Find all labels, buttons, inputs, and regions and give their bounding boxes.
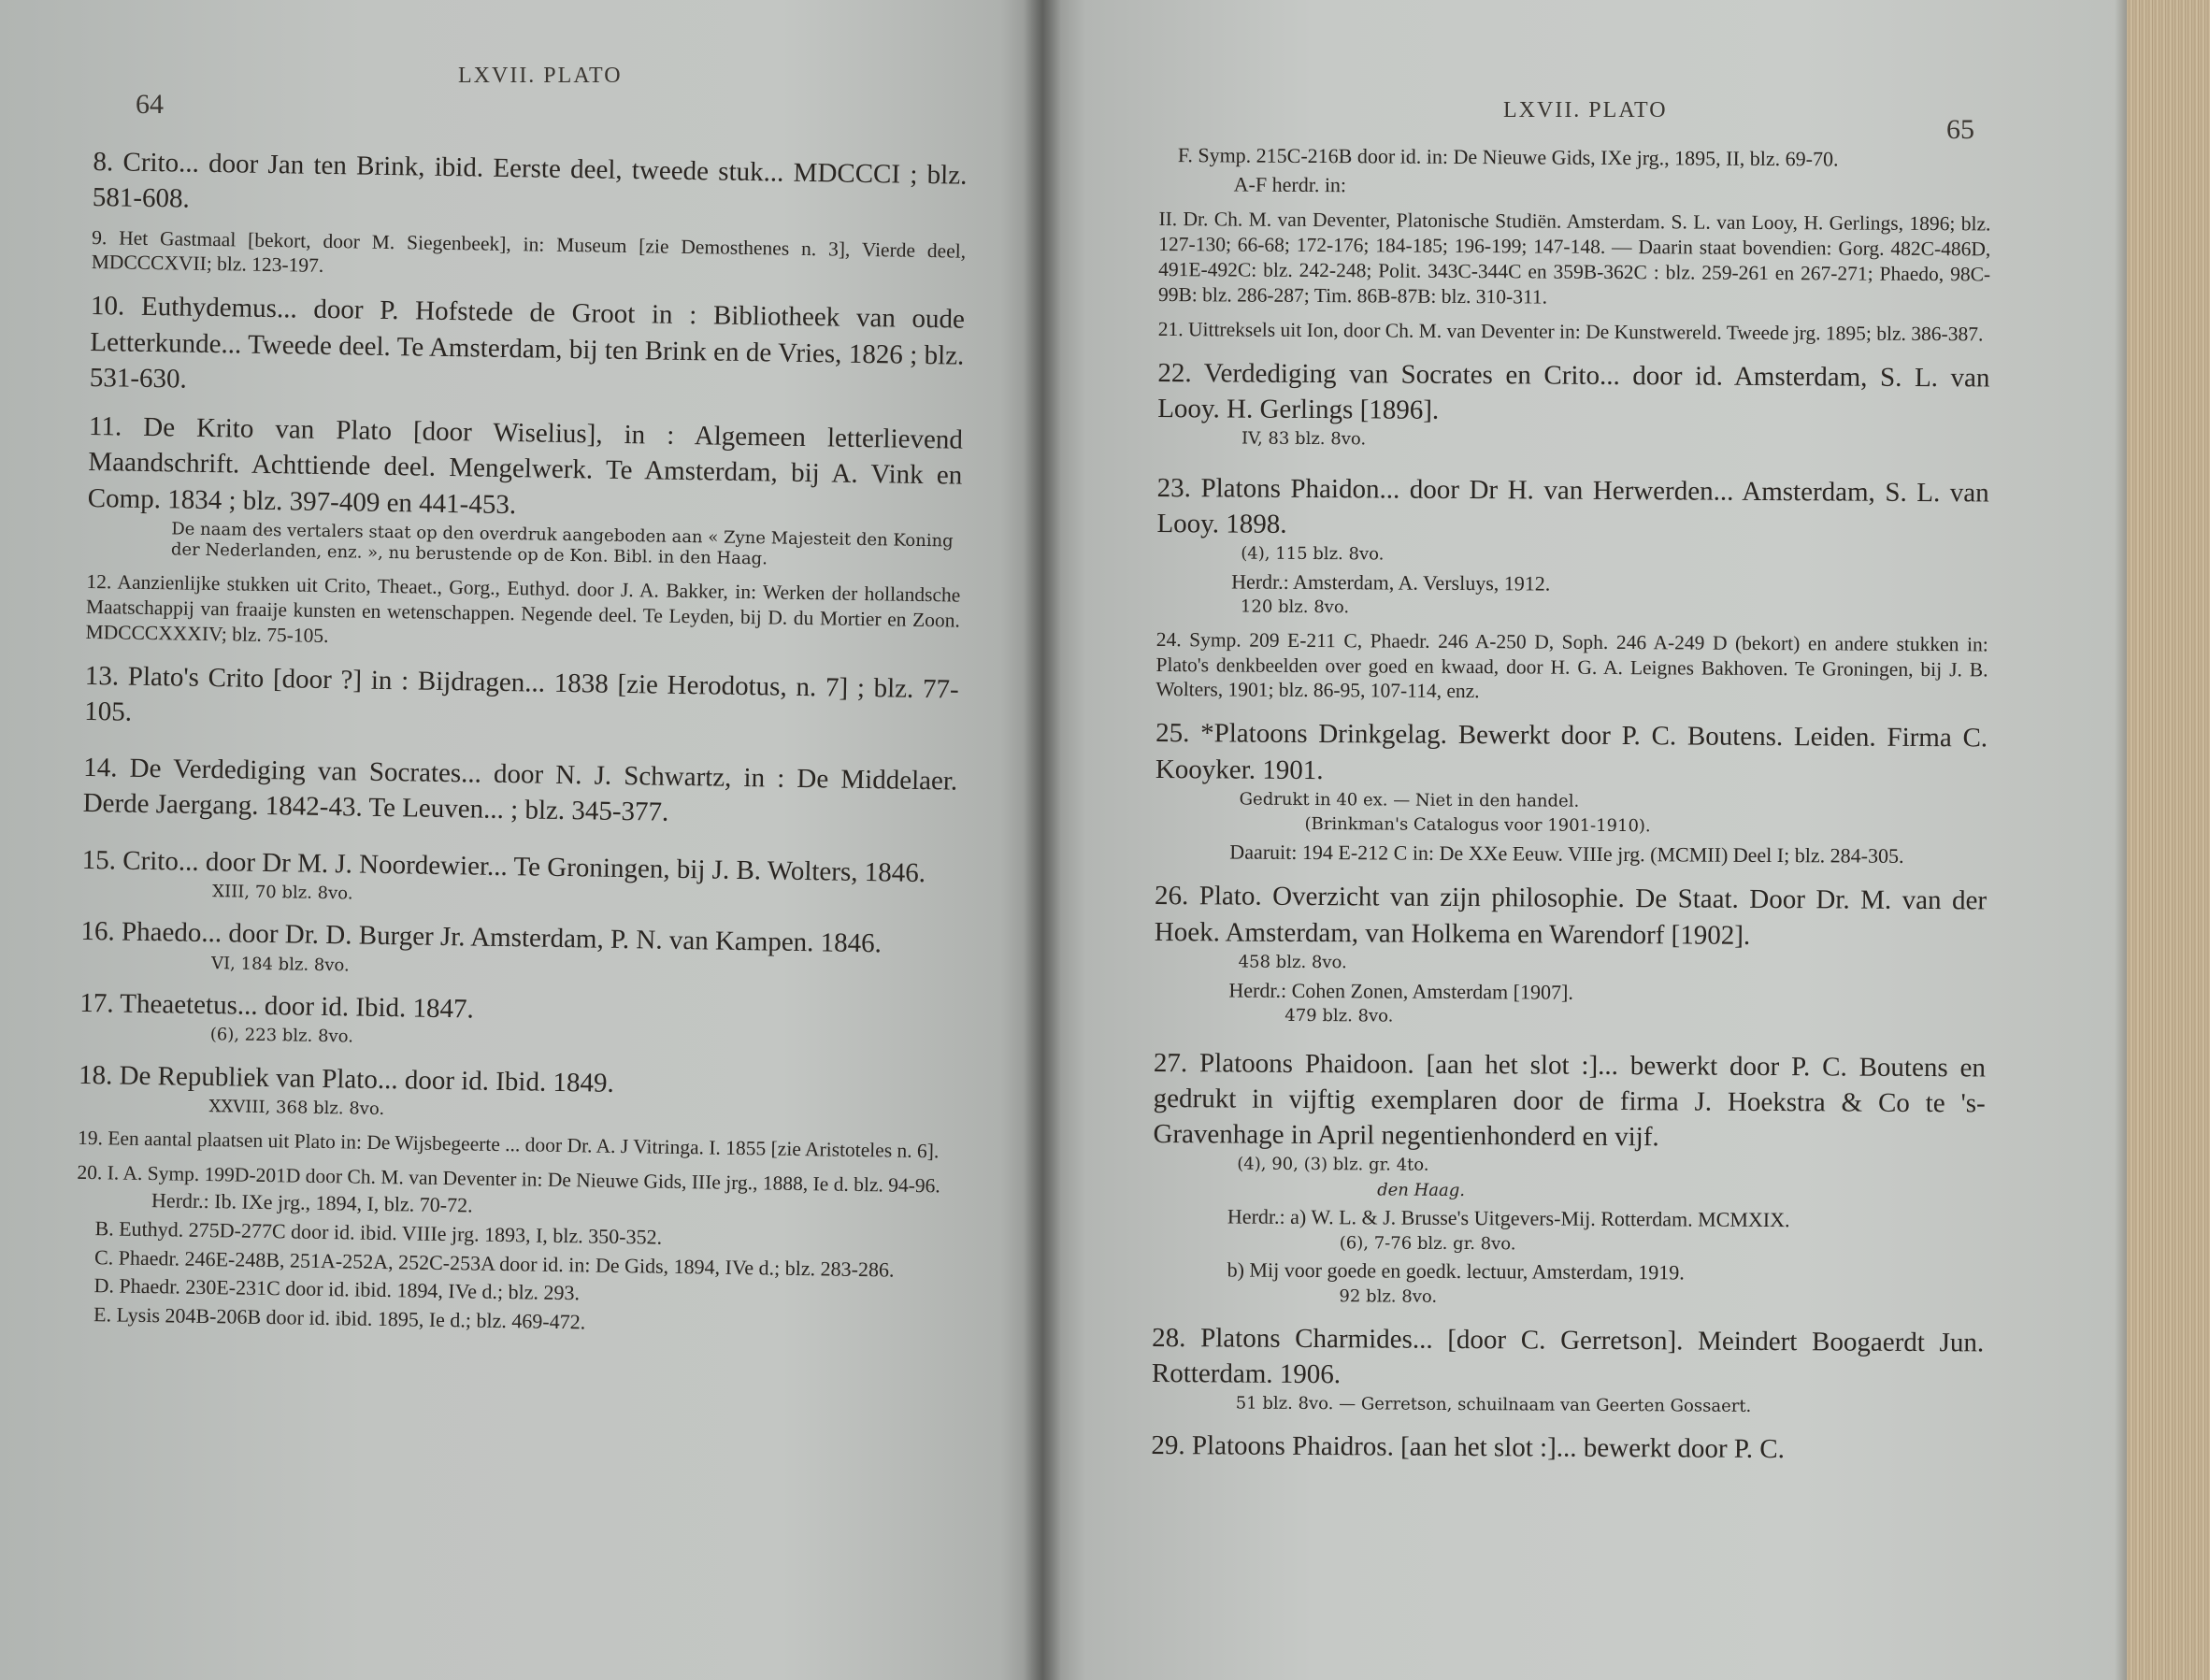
- entry-15: 15. Crito... door Dr M. J. Noordewier... Te Groningen, bij J. B. Wolters, 1846.: [81, 844, 926, 888]
- entry-23-note: (4), 115 blz. 8vo.: [1241, 543, 1385, 565]
- entry-20-af: A-F herdr. in:: [1233, 172, 1347, 196]
- entry-8: 8. Crito... door Jan ten Brink, ibid. Eerste deel, tweede stuk... MDCCCI ; blz. 581-608.: [92, 146, 968, 214]
- running-head-right: LXVII. PLATO: [1503, 98, 1668, 122]
- entry-20-f: F. Symp. 215C-216B door id. in: De Nieuwe Gids, IXe jrg., 1895, II, blz. 69-70.: [1177, 143, 1839, 171]
- left-column: [75, 131, 968, 1343]
- entry-11-note: De naam des vertalers staat op den overdruk aangeboden aan « Zyne Majesteit den Koning der Nederlanden, enz. », nu berustende op de Kon. Bibl. in den Haag.: [170, 519, 954, 569]
- entry-23: 23. Platons Phaidon... door Dr H. van Herwerden... Amsterdam, S. L. van Looy. 1898.: [1156, 472, 1989, 539]
- entry-27: 27. Platoons Phaidoon. [aan het slot :]... bewerkt door P. C. Boutens en gedrukt in vijftig exemplaren door de firma J. Hoekstra & Co te 's-Gravenhage in April negentienhonderd en vijf.: [1153, 1047, 1987, 1153]
- right-column: [1151, 140, 1991, 1468]
- entry-20-d: D. Phaedr. 230E-231C door id. ibid. 1894, IVe d.; blz. 293.: [93, 1273, 581, 1305]
- entry-18: 18. De Republiek van Plato... door id. Ibid. 1849.: [78, 1059, 615, 1098]
- book-gutter: [1024, 0, 1061, 1680]
- entry-19: 19. Een aantal plaatsen uit Plato in: De Wijsbegeerte ... door Dr. A. J Vitringa. I. 1855 [zie Aristoteles n. 6].: [77, 1126, 940, 1162]
- entry-25: 25. *Platoons Drinkgelag. Bewerkt door P. C. Boutens. Leiden. Firma C. Kooyker. 1901.: [1155, 718, 1988, 785]
- entry-27-herdr-a-note: (6), 7-76 blz. gr. 8vo.: [1339, 1233, 1516, 1255]
- entry-26-herdr: Herdr.: Cohen Zonen, Amsterdam [1907].: [1228, 977, 1573, 1004]
- entry-17-note: (6), 223 blz. 8vo.: [209, 1025, 354, 1047]
- running-head-left: LXVII. PLATO: [458, 64, 623, 88]
- entry-23-herdr-note: 120 blz. 8vo.: [1240, 596, 1350, 618]
- entry-20-herdr: Herdr.: Ib. IXe jrg., 1894, I, blz. 70-72.: [151, 1188, 473, 1217]
- entry-25-source: (Brinkman's Catalogus voor 1901-1910).: [1304, 814, 1651, 837]
- entry-11: 11. De Krito van Plato [door Wiselius], in : Algemeen letterlievend Maandschrift. Achttiende deel. Mengelwerk. Te Amsterdam, bij A. Vink en Comp. 1834 ; blz. 397-409 en 441-453.: [87, 411, 964, 520]
- entry-10: 10. Euthydemus... door P. Hofstede de Groot in : Bibliotheek van oude Letterkunde... Tweede deel. Te Amsterdam, bij ten Brink en de Vries, 1826 ; blz. 531-630.: [89, 291, 966, 395]
- entry-26-note: 458 blz. 8vo.: [1238, 952, 1347, 973]
- entry-26: 26. Plato. Overzicht van zijn philosophie. De Staat. Door Dr. M. van der Hoek. Amsterdam, van Holkema en Warendorf [1902].: [1154, 881, 1988, 951]
- entry-27-note: (4), 90, (3) blz. gr. 4to.: [1237, 1154, 1429, 1176]
- entry-21: 21. Uittreksels uit Ion, door Ch. M. van Deventer in: De Kunstwereld. Tweede jrg. 1895; blz. 386-387.: [1157, 317, 1984, 346]
- entry-16: 16. Phaedo... door Dr. D. Burger Jr. Amsterdam, P. N. van Kampen. 1846.: [80, 916, 883, 959]
- entry-29: 29. Platoons Phaidros. [aan het slot :]... bewerkt door P. C.: [1151, 1429, 1785, 1464]
- entry-9: 9. Het Gastmaal [bekort, door M. Siegenbeek], in: Museum [zie Demosthenes n. 3], Vierde deel, MDCCCXVII; blz. 123-197.: [91, 225, 967, 278]
- page-block-edge: [2127, 0, 2210, 1680]
- entry-26-herdr-note: 479 blz. 8vo.: [1284, 1005, 1394, 1027]
- entry-22-note: IV, 83 blz. 8vo.: [1241, 428, 1367, 450]
- entry-15-note: XIII, 70 blz. 8vo.: [212, 881, 353, 904]
- entry-14: 14. De Verdediging van Socrates... door N. J. Schwartz, in : De Middelaer. Derde Jaergang. 1842-43. Te Leuven... ; blz. 345-377.: [82, 752, 958, 828]
- entry-27-herdr-b-note: 92 blz. 8vo.: [1339, 1286, 1438, 1307]
- entry-20: 20. I. A. Symp. 199D-201D door Ch. M. van Deventer in: De Nieuwe Gids, IIIe jrg., 1888, Ie d. blz. 94-96.: [77, 1160, 940, 1197]
- entry-12: 12. Aanzienlijke stukken uit Crito, Theaet., Gorg., Euthyd. door J. A. Bakker, in: Werken der hollandsche Maatschappij van fraaije kunsten en wetenschappen. Negende deel. Te Leyden, bij D. du Mortier en Zoon. MDCCCXXXIV; blz. 75-105.: [85, 569, 961, 647]
- page-number-left: 64: [136, 89, 164, 120]
- page-number-right: 65: [1946, 114, 1974, 145]
- entry-16-note: VI, 184 blz. 8vo.: [210, 953, 350, 976]
- entry-20-b: B. Euthyd. 275D-277C door id. ibid. VIIIe jrg. 1893, I, blz. 350-352.: [94, 1216, 663, 1249]
- entry-22: 22. Verdediging van Socrates en Crito... door id. Amsterdam, S. L. van Looy. H. Gerlings [1896].: [1157, 357, 1990, 425]
- entry-23-herdr: Herdr.: Amsterdam, A. Versluys, 1912.: [1231, 569, 1551, 596]
- entry-24: 24. Symp. 209 E-211 C, Phaedr. 246 A-250 D, Soph. 246 A-249 D (bekort) en andere stukken in: Plato's denkbeelden over goed en kwaad, door H. G. A. Leignes Bakhoven. Te Groningen, bij J. B. Wolters, 1901; blz. 86-95, 107-114, enz.: [1155, 627, 1988, 703]
- entry-28-note: 51 blz. 8vo. — Gerretson, schuilnaam van Geerten Gossaert.: [1235, 1393, 1752, 1417]
- entry-17: 17. Theaetetus... door id. Ibid. 1847.: [79, 987, 475, 1025]
- entry-27-place: den Haag.: [1377, 1180, 1466, 1200]
- entry-27-herdr-a: Herdr.: a) W. L. & J. Brusse's Uitgevers-Mij. Rotterdam. MCMXIX.: [1227, 1204, 1790, 1232]
- entry-25-note: Gedrukt in 40 ex. — Niet in den handel.: [1239, 789, 1580, 811]
- entry-20-c: C. Phaedr. 246E-248B, 251A-252A, 252C-253A door id. in: De Gids, 1894, IVe d.; blz. 283-286.: [93, 1244, 895, 1282]
- right-page: [1042, 0, 2127, 1680]
- entry-28: 28. Platons Charmides... [door C. Gerretson]. Meindert Boogaerdt Jun. Rotterdam. 1906.: [1151, 1322, 1985, 1390]
- entry-20-e: E. Lysis 204B-206B door id. ibid. 1895, Ie d.; blz. 469-472.: [93, 1301, 586, 1334]
- entry-13: 13. Plato's Crito [door ?] in : Bijdragen... 1838 [zie Herodotus, n. 7] ; blz. 77-105.: [83, 660, 959, 727]
- entry-20-ii: II. Dr. Ch. M. van Deventer, Platonische Studiën. Amsterdam. S. L. van Looy, H. Gerlings, 1896; blz. 127-130; 66-68; 172-176; 184-185; 196-199; 147-148. — Daarin staat bovendien: Gorg. 482C-486D, 491E-492C: blz. 242-248; Polit. 343C-344C en 359B-362C : blz. 259-261 en 267-271; Phaedo, 98C-99B: blz. 286-287; Tim. 86B-87B: blz. 310-311.: [1157, 208, 1991, 309]
- entry-18-note: XXVIII, 368 blz. 8vo.: [208, 1097, 385, 1120]
- left-page: [0, 0, 1042, 1680]
- entry-27-herdr-b: b) Mij voor goede en goedk. lectuur, Amsterdam, 1919.: [1227, 1257, 1685, 1285]
- entry-25-daaruit: Daaruit: 194 E-212 C in: De XXe Eeuw. VIIIe jrg. (MCMII) Deel I; blz. 284-305.: [1229, 840, 1904, 868]
